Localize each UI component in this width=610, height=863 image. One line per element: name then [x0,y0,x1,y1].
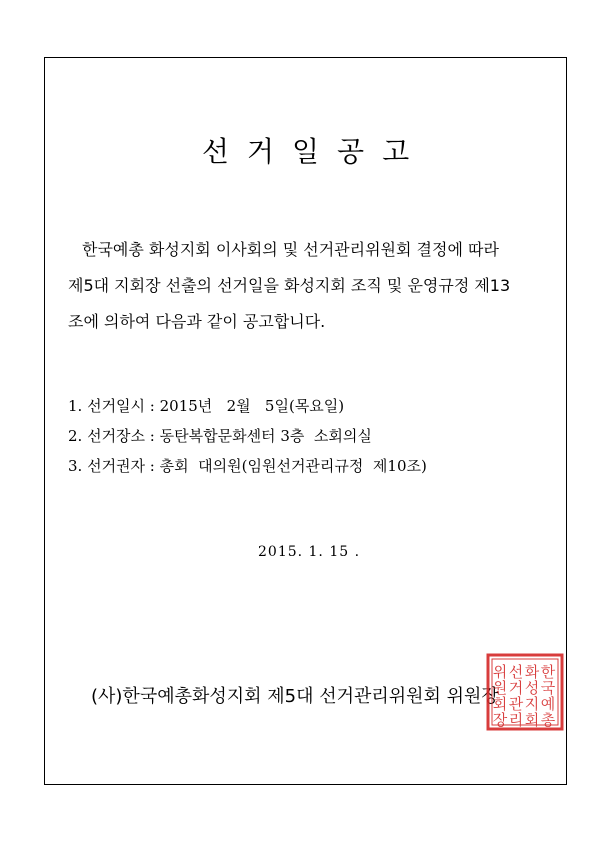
election-place-item: 2. 선거장소 : 동탄복합문화센터 3층 소회의실 [68,427,372,445]
election-details [68,391,427,481]
seal-glyph: 총 [540,711,556,729]
seal-glyph: 국 [540,679,556,697]
issuer-signature: (사)한국예총화성지회 제5대 선거관리위원회 위원장 [91,686,499,707]
seal-glyph: 회 [492,695,508,713]
seal-glyph: 거 [508,679,524,697]
notice-frame [44,57,567,785]
notice-date: 2015. 1. 15 . [258,544,361,560]
seal-glyph: 성 [524,679,540,697]
body-line-2: 제5대 지회장 선출의 선거일을 화성지회 조직 및 운영규정 제13 [68,276,511,295]
seal-glyph: 예 [540,695,556,713]
election-date-item: 1. 선거일시 : 2015년 2월 5일(목요일) [68,397,345,415]
seal-glyph: 리 [508,711,524,729]
seal-glyph: 회 [524,711,540,729]
notice-body [68,232,548,340]
seal-glyph: 위 [492,663,508,681]
body-line-3: 조에 의하여 다음과 같이 공고합니다. [68,312,326,331]
notice-title: 선거일공고 [201,135,428,168]
seal-glyph: 장 [492,711,508,729]
seal-glyph: 지 [524,695,540,713]
seal-glyph: 선 [508,663,524,681]
body-line-1: 한국예총 화성지회 이사회의 및 선거관리위원회 결정에 따라 [82,240,499,259]
seal-glyph: 한 [540,663,556,681]
election-voters-item: 3. 선거권자 : 총회 대의원(임원선거관리규정 제10조) [68,457,427,475]
seal-glyph: 원 [492,679,508,697]
seal-glyph: 화 [524,663,540,681]
official-seal-icon [486,653,564,731]
seal-glyph: 관 [508,695,524,713]
